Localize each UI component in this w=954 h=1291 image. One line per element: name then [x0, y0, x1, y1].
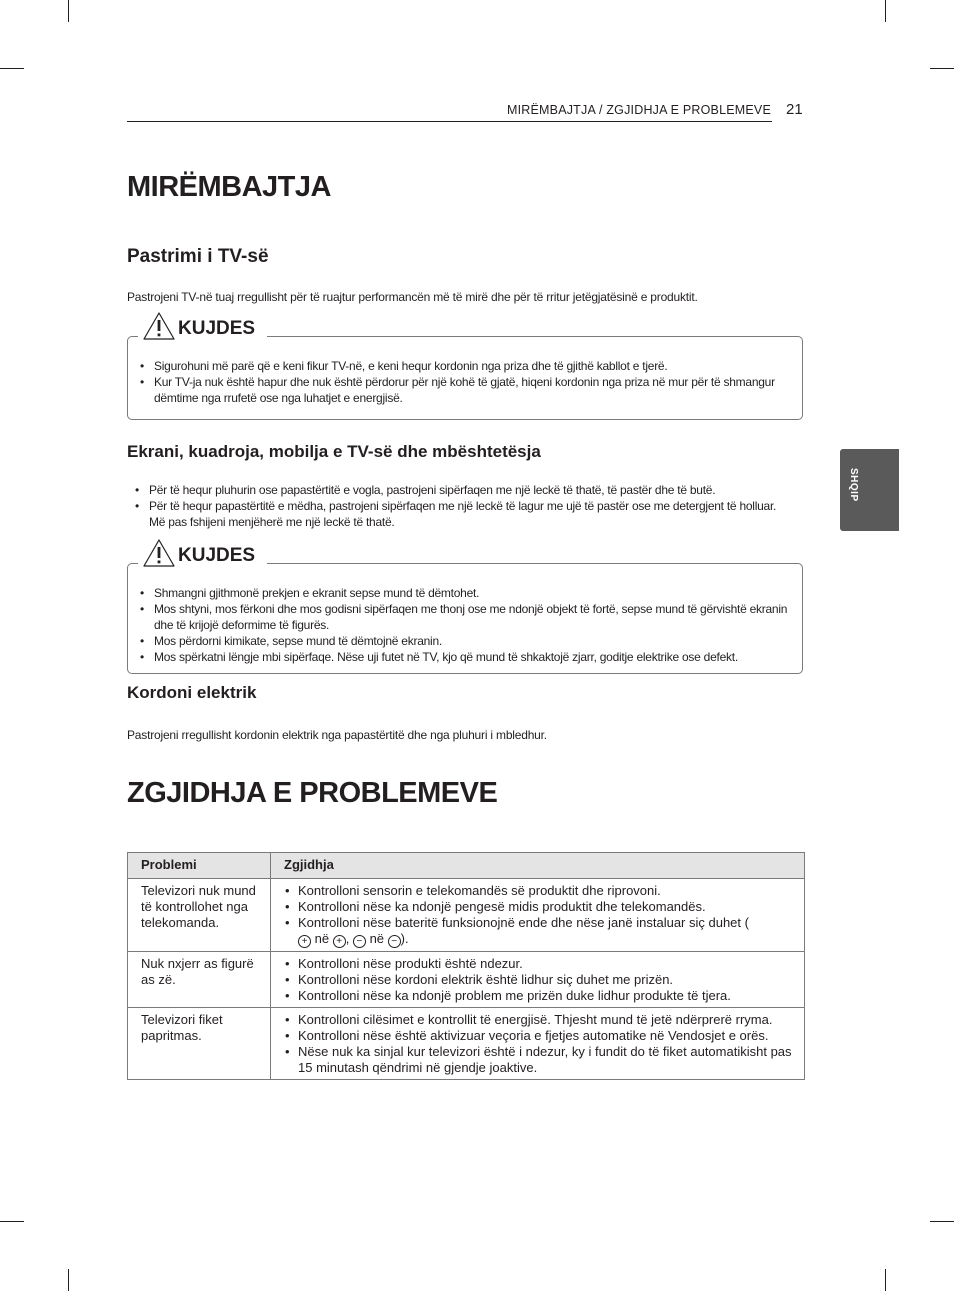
battery-text: Kontrolloni nëse bateritë funksionojnë ende dhe nëse janë instaluar siç duhet (	[298, 915, 749, 930]
caution-label: KUJDES	[178, 545, 256, 566]
problem-cell: Televizori fiket papritmas.	[128, 1008, 271, 1080]
list-item: • Kontrolloni nëse ka ndonjë problem me prizën duke lidhur produkte të tjera.	[284, 988, 792, 1004]
list-item: • Mos spërkatni lëngje mbi sipërfaqe. Nëse uji futet në TV, kjo që mund të shkaktojë zjarr, goditje elektrike ose defekt.	[140, 649, 798, 665]
minus-icon: −	[353, 935, 366, 948]
table-header-row	[128, 853, 805, 879]
table-row	[128, 952, 805, 1008]
battery-text-end: ).	[400, 931, 409, 946]
caution-header	[138, 307, 267, 341]
crop-mark	[885, 1269, 886, 1291]
column-header-solution: Zgjidhja	[271, 853, 805, 879]
warning-icon	[142, 311, 176, 341]
subsection-title-screen: Ekrani, kuadroja, mobilja e TV-së dhe mbështetësja	[127, 442, 541, 461]
header-rule	[127, 121, 772, 122]
caution-box	[127, 545, 803, 674]
table-row	[128, 1008, 805, 1080]
solution-cell	[271, 1008, 805, 1080]
minus-icon: −	[388, 935, 401, 948]
solution-cell	[271, 952, 805, 1008]
crop-mark	[885, 0, 886, 22]
page-number: 21	[786, 101, 803, 118]
plus-icon: +	[333, 935, 346, 948]
section-title-troubleshooting: ZGJIDHJA E PROBLEMEVE	[127, 777, 498, 809]
plus-icon: +	[298, 935, 311, 948]
list-item: • Sigurohuni më parë që e keni fikur TV-në, e keni hequr kordonin nga priza dhe të gjithë kabllot e tjerë.	[140, 358, 790, 374]
column-header-problem: Problemi	[128, 853, 271, 879]
caution-box	[127, 318, 803, 420]
solution-cell	[271, 879, 805, 952]
list-item: • Mos përdorni kimikate, sepse mund të dëmtojnë ekranin.	[140, 633, 798, 649]
list-item: • Kontrolloni nëse ka ndonjë pengesë midis produktit dhe telekomandës.	[284, 899, 792, 915]
list-item: • Nëse nuk ka sinjal kur televizori është i ndezur, ky i fundit do të fiket automatikisht pas 15 minutash qëndrimi në gjendje joaktive.	[284, 1044, 792, 1076]
crop-mark	[930, 68, 954, 69]
running-header-title: MIRËMBAJTJA / ZGJIDHJA E PROBLEMEVE	[507, 103, 771, 117]
crop-mark	[68, 1269, 69, 1291]
crop-mark	[930, 1221, 954, 1222]
caution-list	[140, 358, 790, 406]
warning-icon	[142, 538, 176, 568]
subsection-title-cord: Kordoni elektrik	[127, 683, 257, 702]
solution-list	[284, 956, 792, 1004]
caution-label: KUJDES	[178, 318, 256, 339]
list-item: • Kur TV-ja nuk është hapur dhe nuk është përdorur për një kohë të gjatë, hiqeni kordonin nga priza në mur për të shmangur dëmtime nga rrufetë ose nga luhatjet e energjisë.	[140, 374, 790, 406]
list-item: • Shmangni gjithmonë prekjen e ekranit sepse mund të dëmtohet.	[140, 585, 798, 601]
section-title-maintenance: MIRËMBAJTJA	[127, 171, 331, 203]
battery-word: në	[314, 931, 330, 946]
list-item: • Kontrolloni nëse produkti është ndezur.	[284, 956, 792, 972]
screen-care-list	[135, 482, 795, 530]
problem-cell: Televizori nuk mund të kontrollohet nga telekomanda.	[128, 879, 271, 952]
troubleshooting-table	[127, 852, 805, 1080]
solution-list	[284, 883, 792, 948]
table-row	[128, 879, 805, 952]
crop-mark	[0, 1221, 24, 1222]
solution-list	[284, 1012, 792, 1076]
cord-paragraph: Pastrojeni rregullisht kordonin elektrik nga papastërtitë dhe nga pluhuri i mbledhur.	[127, 728, 547, 742]
language-tab-label: SHQIP	[848, 468, 859, 502]
caution-list	[140, 585, 798, 665]
problem-cell: Nuk nxjerr as figurë as zë.	[128, 952, 271, 1008]
crop-mark	[0, 68, 24, 69]
list-item: • Kontrolloni nëse është aktivizuar veçoria e fjetjes automatike në Vendosjet e orës.	[284, 1028, 792, 1044]
list-item: • Për të hequr pluhurin ose papastërtitë e vogla, pastrojeni sipërfaqen me një leckë të thatë, të pastër dhe të butë.	[135, 482, 795, 498]
list-item: • Kontrolloni nëse kordoni elektrik është lidhur siç duhet me prizën.	[284, 972, 792, 988]
list-item: • Për të hequr papastërtitë e mëdha, pastrojeni sipërfaqen me një leckë të lagur me ujë të pastër ose me detergjent të holluar. Më pas fshijeni menjëherë me një leckë të thatë.	[135, 498, 795, 530]
list-item: • Kontrolloni cilësimet e kontrollit të energjisë. Thjesht mund të jetë ndërprerë rryma.	[284, 1012, 792, 1028]
crop-mark	[68, 0, 69, 22]
caution-header	[138, 534, 267, 568]
list-item: • Mos shtyni, mos fërkoni dhe mos godisni sipërfaqen me thonj ose me ndonjë objekt të fortë, sepse mund të gërvishtë ekranin dhe të krijojë deformime të figurës.	[140, 601, 798, 633]
list-item: • Kontrolloni sensorin e telekomandës së produktit dhe riprovoni.	[284, 883, 792, 899]
subsection-title-cleaning: Pastrimi i TV-së	[127, 246, 269, 267]
battery-word: në	[369, 931, 385, 946]
list-item: • Kontrolloni nëse bateritë funksionojnë ende dhe nëse janë instaluar siç duhet ( + në + , − në − ).	[284, 915, 792, 948]
cleaning-paragraph: Pastrojeni TV-në tuaj rregullisht për të ruajtur performancën më të mirë dhe për të rritur jetëgjatësinë e produktit.	[127, 290, 698, 304]
